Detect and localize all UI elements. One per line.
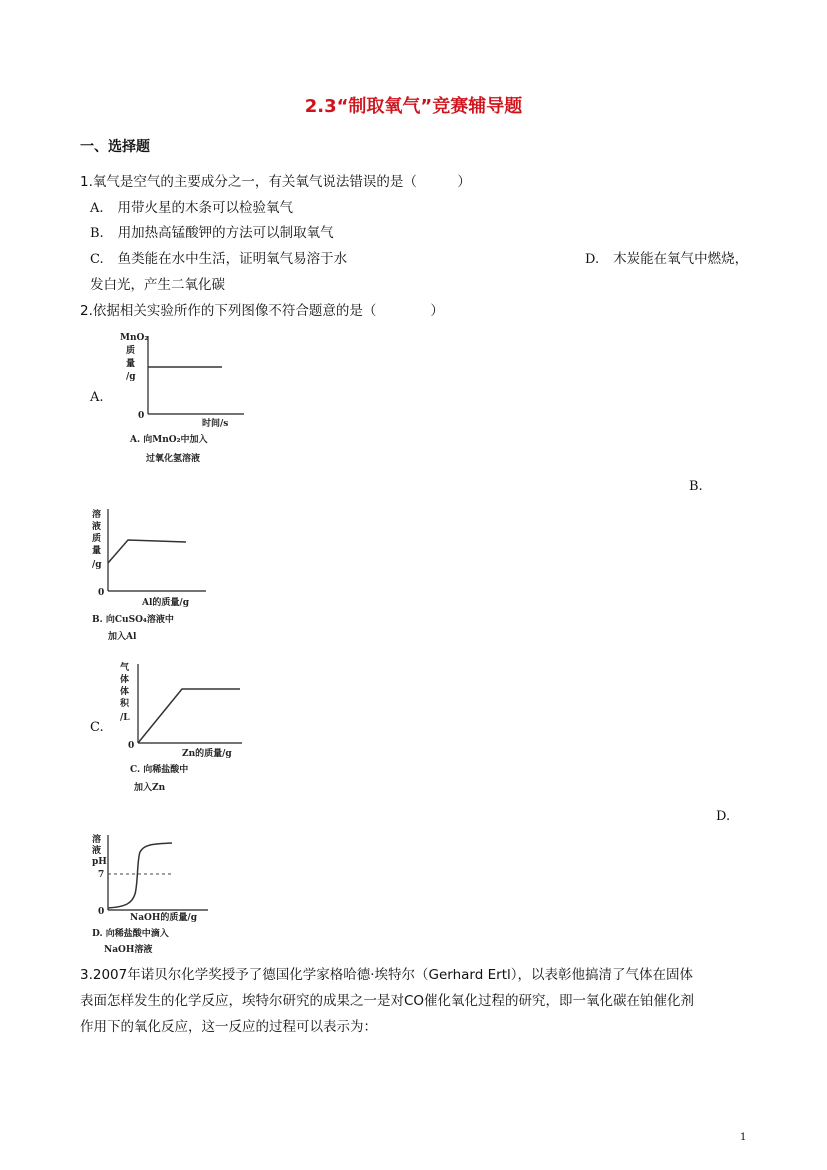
fig-a-caption-2: 过氧化氢溶液 [146,454,201,464]
fig-c-curve [138,689,240,743]
q2-stem: 2.依据相关实验所作的下列图像不符合题意的是（ ） [80,303,444,319]
q2-option-d-letter: D. [716,809,731,824]
q1-option-d [585,247,748,267]
q1-option-a [90,196,293,216]
fig-a-ylabel-1: MnO₂ [120,333,149,343]
q2-option-a-letter: A. [90,390,104,405]
fig-c-ylabel-3: 体 [120,687,130,697]
fig-d-ylabel-1: 溶 [92,835,102,845]
q2-figure-a [112,330,252,474]
q3-line-2: 表面怎样发生的化学反应，埃特尔研究的成果之一是对CO催化氧化过程的研究，即一氧化碳在铂催化剂 [80,993,695,1009]
fig-b-ylabel-5: /g [92,560,102,570]
fig-d-caption-1: D. 向稀盐酸中滴入 [92,929,169,939]
q1-option-d-text: 木炭能在氧气中燃烧， [613,251,749,267]
section-heading: 一、选择题 [80,139,150,155]
fig-d-caption-2: NaOH溶液 [104,945,153,955]
q3-line-3: 作用下的氧化反应，这一反应的过程可以表示为： [80,1019,377,1035]
fig-c-ylabel-1: 气 [120,663,130,673]
fig-d-xlabel: NaOH的质量/g [130,913,197,923]
fig-b-ylabel-2: 液 [92,522,102,532]
fig-b-caption-2: 加入Al [108,632,137,642]
q1-option-d-continued: 发白光，产生二氧化碳 [90,277,225,293]
page-title: 2.3“制取氧气”竞赛辅导题 [304,96,523,117]
q1-option-a-text: 用带火星的木条可以检验氧气 [117,200,294,216]
q2-option-b-letter: B. [689,479,703,494]
fig-d-ylabel-2: 液 [92,846,102,856]
q3-line-1: 3.2007年诺贝尔化学奖授予了德国化学家格哈德·埃特尔（Gerhard Ertl），以表彰他搞清了气体在固体 [80,967,693,983]
q2-figure-d [88,832,228,966]
fig-c-xlabel: Zn的质量/g [182,749,232,759]
q1-option-c [90,247,347,267]
fig-c-ylabel-4: 积 [120,699,130,709]
q1-option-b [90,221,334,241]
q1-option-c-text: 鱼类能在水中生活，证明氧气易溶于水 [117,251,348,267]
fig-a-ylabel-2: 质 [126,346,136,356]
fig-c-caption-1: C. 向稀盐酸中 [130,765,189,775]
fig-d-ylabel-3: pH [92,857,107,867]
q2-figure-b [88,505,218,649]
page-number: 1 [740,1132,747,1143]
q2-option-c-letter: C. [90,720,104,735]
fig-b-ylabel-1: 溶 [92,510,102,520]
fig-b-xlabel: Al的质量/g [142,598,189,608]
q1-option-c-letter: C. [90,252,104,267]
q1-option-d-letter: D. [585,252,600,267]
fig-c-caption-2: 加入Zn [134,783,166,793]
fig-b-curve [108,540,186,563]
fig-a-ylabel-3: 量 [126,359,136,369]
fig-b-caption-1: B. 向CuSO₄溶液中 [92,615,174,625]
fig-c-ylabel-5: /L [120,713,130,723]
q1-stem: 1.氧气是空气的主要成分之一，有关氧气说法错误的是（ ） [80,174,471,190]
fig-c-ylabel-2: 体 [120,675,130,685]
fig-b-origin: 0 [98,588,105,598]
fig-a-caption-1: A. 向MnO₂中加入 [130,435,208,445]
q1-option-b-letter: B. [90,226,104,241]
fig-d-curve [108,843,172,908]
fig-a-ylabel-4: /g [126,372,136,382]
fig-d-origin: 0 [98,907,105,917]
fig-c-origin: 0 [128,741,135,751]
fig-a-xlabel: 时间/s [202,419,229,429]
fig-b-ylabel-4: 量 [92,546,102,556]
q1-option-b-text: 用加热高锰酸钾的方法可以制取氧气 [117,225,334,241]
q2-figure-c [112,660,252,804]
fig-b-ylabel-3: 质 [92,534,102,544]
q1-option-a-letter: A. [90,201,104,216]
fig-d-tick-7: 7 [98,870,105,880]
fig-a-origin: 0 [138,411,145,421]
